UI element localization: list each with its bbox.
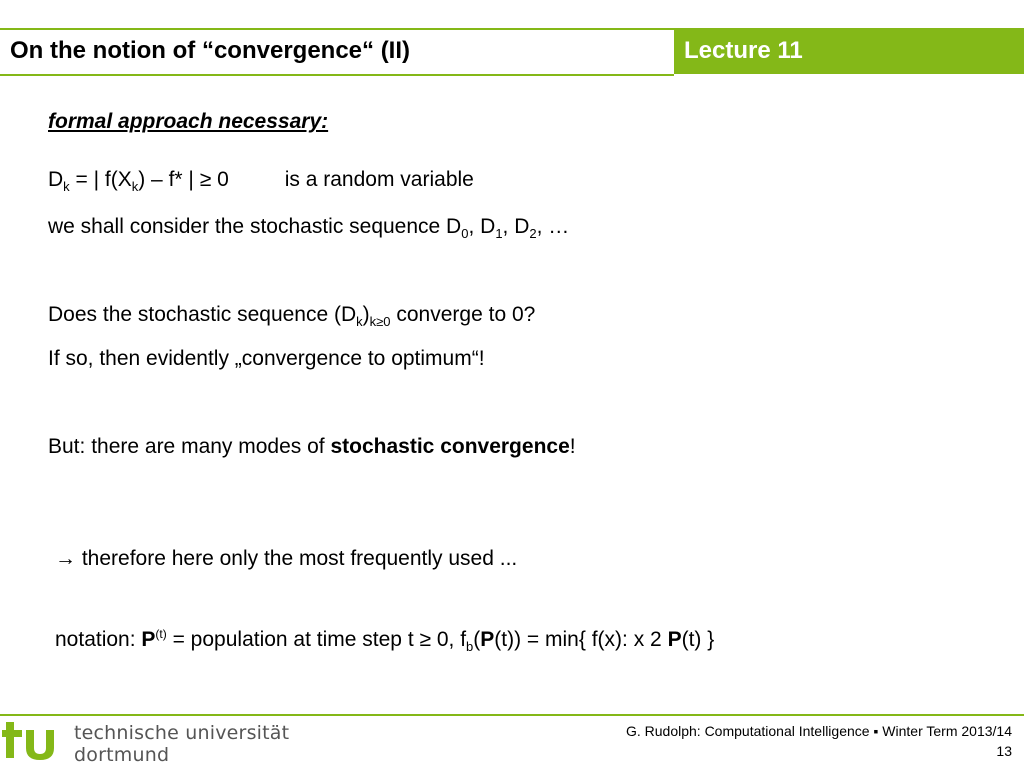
university-name xyxy=(74,722,289,766)
subscript-1: 1 xyxy=(495,226,503,242)
modes-line xyxy=(48,435,576,459)
population-symbol-3: P xyxy=(667,628,682,651)
notation-end: (t) } xyxy=(681,628,715,651)
notation-label: notation: xyxy=(55,628,142,651)
population-symbol: P xyxy=(141,628,156,651)
xk-subscript: k xyxy=(131,179,139,195)
subheading-line xyxy=(48,110,328,134)
footer-credit xyxy=(626,721,1012,761)
question-index-subscript: k≥0 xyxy=(369,314,391,330)
question-line xyxy=(48,303,535,329)
time-superscript: (t) xyxy=(155,627,167,641)
sequence-text: we shall consider the stochastic sequence D xyxy=(48,215,462,238)
lecture-badge xyxy=(674,30,1024,74)
dk-symbol: D xyxy=(48,168,64,191)
question-paren: ) xyxy=(362,303,370,326)
page-number: 13 xyxy=(996,743,1012,759)
sequence-sep-1: , D xyxy=(468,215,496,238)
subscript-0: 0 xyxy=(461,226,469,242)
subscript-2: 2 xyxy=(529,226,537,242)
population-symbol-2: P xyxy=(480,628,495,651)
lecture-label: Lecture 11 xyxy=(684,37,803,64)
dk-expression: = | f(X xyxy=(69,168,132,191)
slide-header xyxy=(0,30,1024,74)
header-bottom-rule xyxy=(0,74,674,76)
subheading: formal approach necessary: xyxy=(48,110,329,133)
dk-expression-end: ) – f* | ≥ 0 xyxy=(138,168,229,191)
footer-rule xyxy=(0,714,1024,716)
fb-subscript: b xyxy=(466,639,474,655)
question-end: converge to 0? xyxy=(390,303,536,326)
therefore-line xyxy=(55,547,517,571)
dk-subscript: k xyxy=(63,179,70,195)
notation-min-text: (t)) = min{ f(x): x 2 xyxy=(494,628,668,651)
notation-paren: ( xyxy=(473,628,481,651)
sequence-sep-2: , D xyxy=(502,215,530,238)
sequence-line xyxy=(48,215,569,241)
modes-text: But: there are many modes of xyxy=(48,435,331,458)
stochastic-convergence-term: stochastic convergence xyxy=(330,435,570,458)
if-so-text: If so, then evidently „convergence to optimum“! xyxy=(48,347,485,370)
question-text: Does the stochastic sequence (D xyxy=(48,303,357,326)
slide-title: On the notion of “convergence“ (II) xyxy=(10,37,411,64)
university-name-line1: technische universität xyxy=(74,722,290,744)
tu-logo-icon xyxy=(2,718,68,764)
notation-line xyxy=(55,627,714,654)
question-k-subscript: k xyxy=(356,314,363,330)
therefore-text: → therefore here only the most frequently used ... xyxy=(55,547,518,570)
if-so-line xyxy=(48,347,485,371)
university-name-line2: dortmund xyxy=(74,744,170,766)
course-credit: G. Rudolph: Computational Intelligence ▪ Winter Term 2013/14 xyxy=(625,723,1012,739)
dk-description: is a random variable xyxy=(284,168,474,191)
notation-text: = population at time step t ≥ 0, f xyxy=(166,628,467,651)
sequence-ellipsis: , … xyxy=(536,215,570,238)
dk-definition xyxy=(48,168,474,194)
modes-end: ! xyxy=(569,435,576,458)
